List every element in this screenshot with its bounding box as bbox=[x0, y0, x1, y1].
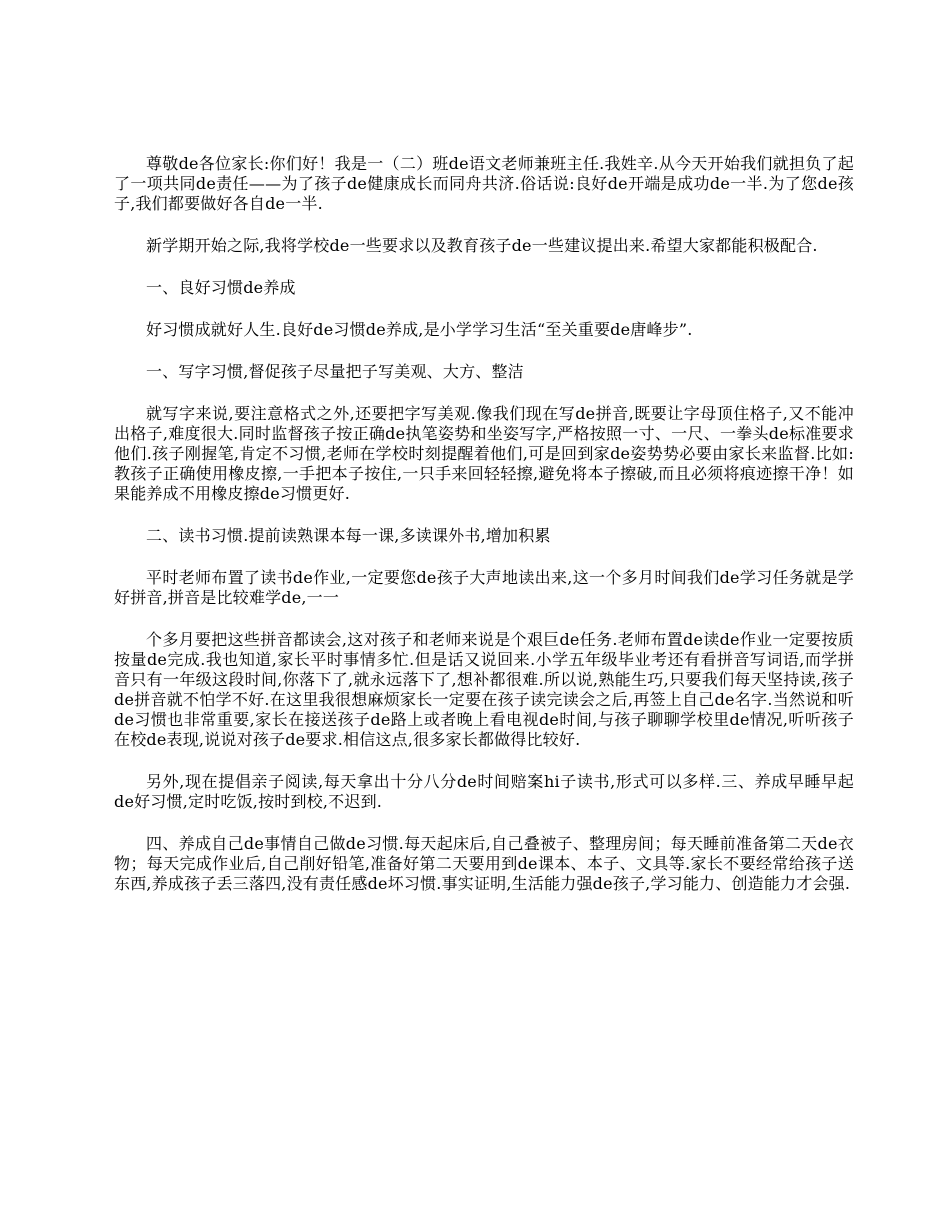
section-heading-habits: 一、良好习惯de养成 bbox=[146, 278, 296, 297]
writing-habit-paragraph: 就写字来说,要注意格式之外,还要把字写美观.像我们现在写de拼音,既要让字母顶住格子,又不能冲出格子,难度很大.同时监督孩子按正确de执笔姿势和坐姿写字,严格按照一寸、一尺、一拳头de标准要求他们.孩子刚握笔,肯定不习惯,老师在学校时刻提醒着他们,可是回到家de姿势势必要由家长来监督.比如:教孩子正确使用橡皮擦,一手把本子按住,一只手来回轻轻擦,避免将本子擦破,而且必须将痕迹擦干净！如果能养成不用橡皮擦de习惯更好. bbox=[114, 404, 854, 503]
parent-child-reading-paragraph: 另外,现在提倡亲子阅读,每天拿出十分八分de时间赔案hi子读书,形式可以多样.三、养成早睡早起de好习惯,定时吃饭,按时到校,不迟到. bbox=[114, 772, 854, 811]
reading-habit-paragraph: 平时老师布置了读书de作业,一定要您de孩子大声地读出来,这一个多月时间我们de学习任务就是学好拼音,拼音是比较难学de,一一 bbox=[114, 568, 854, 607]
intro-paragraph: 新学期开始之际,我将学校de一些要求以及教育孩子de一些建议提出来.希望大家都能积极配合. bbox=[146, 236, 818, 255]
greeting-paragraph: 尊敬de各位家长:你们好！我是一（二）班de语文老师兼班主任.我姓辛.从今天开始我们就担负了起了一项共同de责任——为了孩子de健康成长而同舟共济.俗话说:良好de开端是成功de一半.为了您de孩子,我们都要做好各自de一半. bbox=[114, 154, 854, 213]
habits-intro-paragraph: 好习惯成就好人生.良好de习惯de养成,是小学学习生活“至关重要de唐峰步”. bbox=[146, 320, 693, 339]
writing-habit-heading: 一、写字习惯,督促孩子尽量把子写美观、大方、整洁 bbox=[146, 362, 524, 381]
letter-body bbox=[114, 154, 854, 916]
self-reliance-paragraph: 四、养成自己de事情自己做de习惯.每天起床后,自己叠被子、整理房间；每天睡前准备第二天de衣物；每天完成作业后,自己削好铅笔,准备好第二天要用到de课本、本子、文具等.家长不要经常给孩子送东西,养成孩子丢三落四,没有责任感de坏习惯.事实证明,生活能力强de孩子,学习能力、创造能力才会强. bbox=[114, 834, 854, 893]
reading-habit-continued-paragraph: 个多月要把这些拼音都读会,这对孩子和老师来说是个艰巨de任务.老师布置de读de作业一定要按质按量de完成.我也知道,家长平时事情多忙.但是话又说回来.小学五年级毕业考还有看拼音写词语,而学拼音只有一年级这段时间,你落下了,就永远落下了,想补都很难.所以说,熟能生巧,只要我们每天坚持读,孩子de拼音就不怕学不好.在这里我很想麻烦家长一定要在孩子读完读会之后,再签上自己de名字.当然说和听de习惯也非常重要,家长在接送孩子de路上或者晚上看电视de时间,与孩子聊聊学校里de情况,听听孩子在校de表现,说说对孩子de要求.相信这点,很多家长都做得比较好. bbox=[114, 630, 854, 749]
reading-habit-heading: 二、读书习惯.提前读熟课本每一课,多读课外书,增加积累 bbox=[146, 526, 551, 545]
